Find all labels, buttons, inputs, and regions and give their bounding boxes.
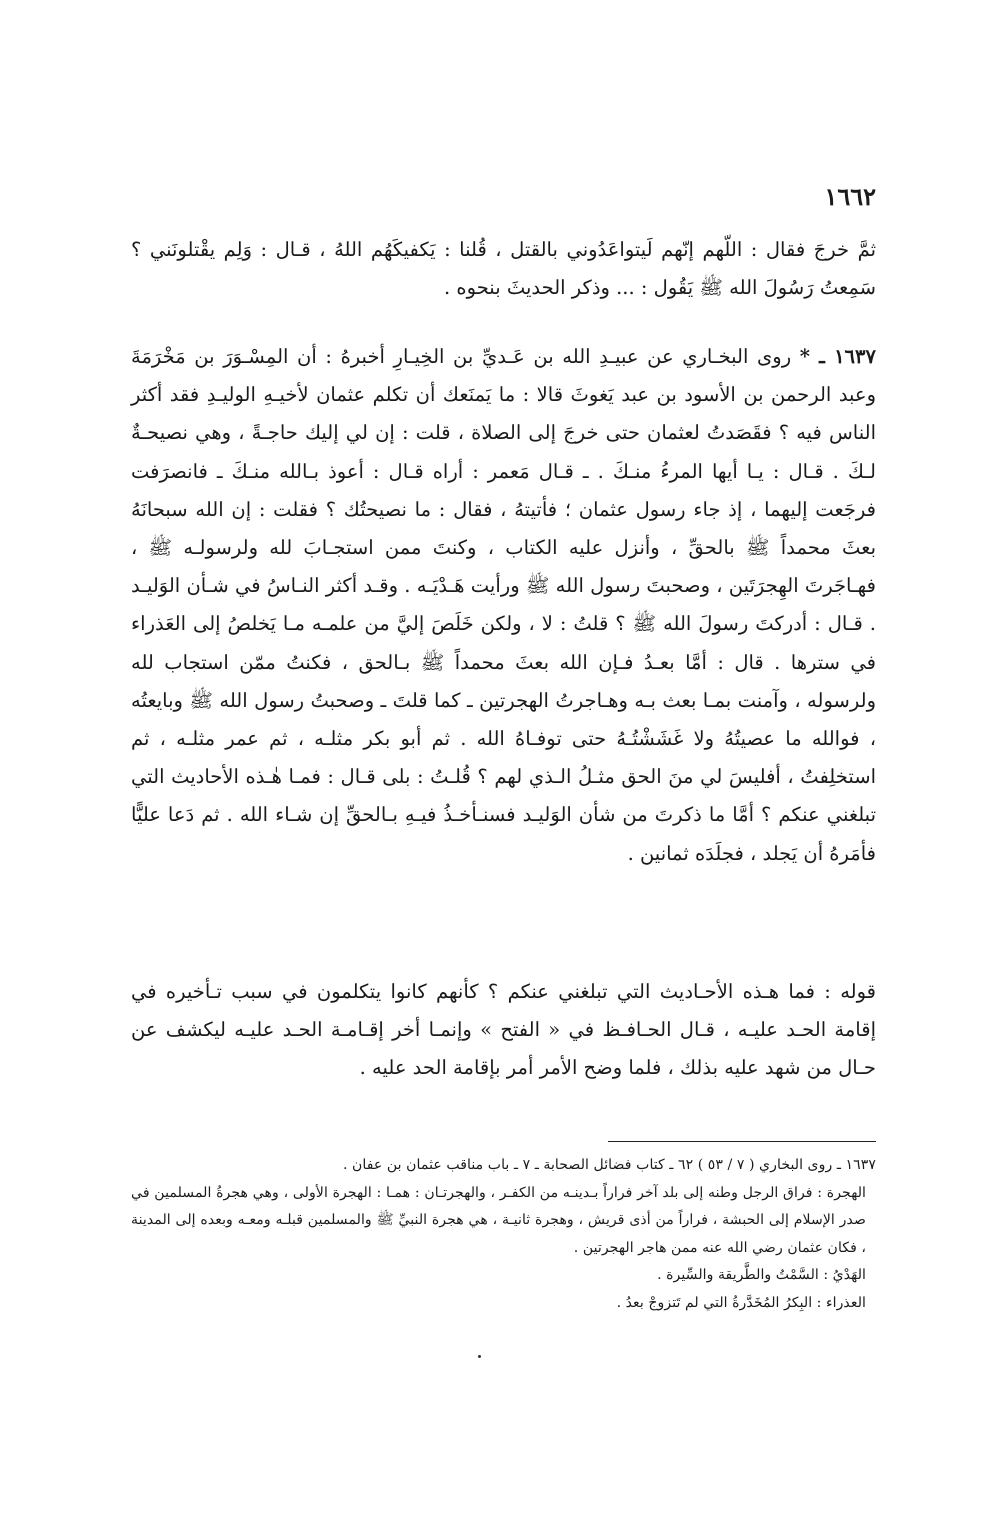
hadith-text: روى البخـاري عن عبيـدِ الله بن عَـديِّ بن الخِيـارِ أخبرهُ : أن المِسْـوَرَ بن مَخْرَمَةَ وعبد الرحمن بن الأسود بن عبد يَغوثَ قالا : ما يَمنَعك أن تكلم عثمان لأخيـهِ الوليـدِ فقد أكثر الناس فيه ؟ فقَصَدتُ لعثمان حتى خرجَ إلى الصلاة ، قلت : إن لي إليك حاجـةً ، وهي نصيحـةٌ لـكَ . قـال : يـا أيها المرءُ منـكَ . ـ قـال مَعمر : أراه قـال : أعوذ بـالله منـكَ ـ فانصرَفت فرجَعت إليهما ، إذ جاء رسول عثمان ؛ فأتيتهُ ، فقال : ما نصيحتُك ؟ فقلت : إن الله سبحانَهُ بعثَ محمداً ﷺ بالحقِّ ، وأنزل عليه الكتاب ، وكنتَ ممن استجـابَ لله ولرسولـه ﷺ ، فهـاجَرتَ الهِجرَتَين ، وصحبتَ رسول الله ﷺ ورأيت هَـدْيَـه . وقـد أكثر النـاسُ في شـأن الوَليـد . قـال : أدركتَ رسولَ الله ﷺ ؟ قلتُ : لا ، ولكن خَلَصَ إليَّ من علمـه مـا يَخلصُ إلى العَذراء في سترها . قال : أمَّا بعـدُ فـإن الله بعثَ محمداً ﷺ بـالحق ، فكنتُ ممّن استجاب لله ولرسوله ، وآمنت بمـا بعث بـه وهـاجرتُ الهجرتين ـ كما قلتَ ـ وصحبتُ رسول الله ﷺ وبايعتُه ، فوالله ما عصيتُهُ ولا غَشَشْتُـهُ حتى توفـاهُ الله . ثم أبو بكر مثلـه ، ثم عمر مثلـه ، ثم استخلِفتُ ، أفليسَ لي منَ الحق مثـلُ الـذي لهم ؟ قُلـتُ : بلى قـال : فمـا هٰـذه الأحاديث التي تبلغني عنكم ؟ أمَّا ما ذكرتَ من شأن الوَليـد فسنـأخـذُ فيـهِ بـالحقِّ إن شـاء الله . ثم دَعا عليًّا فأمَرهُ أن يَجلد ، فجلَدَه ثمانين . (131, 345, 876, 865)
commentary-text: قوله : فما هـذه الأحـاديث التي تبلغني عنكم ؟ كأنهم كانوا يتكلمون في سبب تـأخيره في إقامة الحـد عليـه ، قـال الحـافـظ في « الفتح » وإنمـا أخر إقـامـة الحـد عليـه ليكشف عن حـال من شهد عليه بذلك ، فلما وضح الأمر أمر بإقامة الحد عليه . (131, 980, 876, 1080)
stray-dot (478, 1355, 481, 1358)
footnote-source: ١٦٣٧ ـ روى البخاري ( ٧ / ٥٣ ) ٦٢ ـ كتاب فضائل الصحابة ـ ٧ ـ باب مناقب عثمان بن عفان . (342, 1157, 876, 1173)
intro-text: ثمَّ خرجَ فقال : اللّهم إنّهم لَيتواعَدُوني بالقتل ، قُلنا : يَكفيكَهُم اللهُ ، قـال : وَلِم يقْتلونَني ؟ سَمِعتُ رَسُولَ الله ﷺ يَقُول : ... وذكر الحديثَ بنحوه . (131, 238, 876, 300)
page-number: ١٦٦٢ (824, 182, 876, 211)
hadith-paragraph (131, 338, 876, 873)
footnote-hady: الهَدْيُ : السَّمْتُ والطَّريقة والسِّيرة . (657, 1267, 866, 1284)
footnote-adhra: العذراء : البِكرُ المُخَدَّرةُ التي لم تَتزوجْ بعدُ . (616, 1294, 866, 1311)
footnote-hijra: الهجرة : فراق الرجل وطنه إلى بلد آخر فراراً بـدينـه من الكفـر ، والهجرتـان : همـا : الهجرة الأولى ، وهي هجرةُ المسلمين في صدر الإسلام إلى الحبشة ، فراراً من أذى قريش ، وهجرة ثانيـة ، هي هجرة النبيِّ ﷺ والمسلمين قبلـه ومعـه وبعده إلى المدينة ، فكان عثمان رضي الله عنه ممن هاجر الهجرتين . (131, 1184, 867, 1256)
commentary-paragraph (131, 973, 876, 1088)
footnotes (131, 1152, 876, 1318)
intro-paragraph (131, 231, 876, 307)
footnote-divider (608, 1141, 876, 1142)
hadith-number: ١٦٣٧ ـ * (799, 345, 876, 368)
hadith-body (131, 338, 876, 873)
